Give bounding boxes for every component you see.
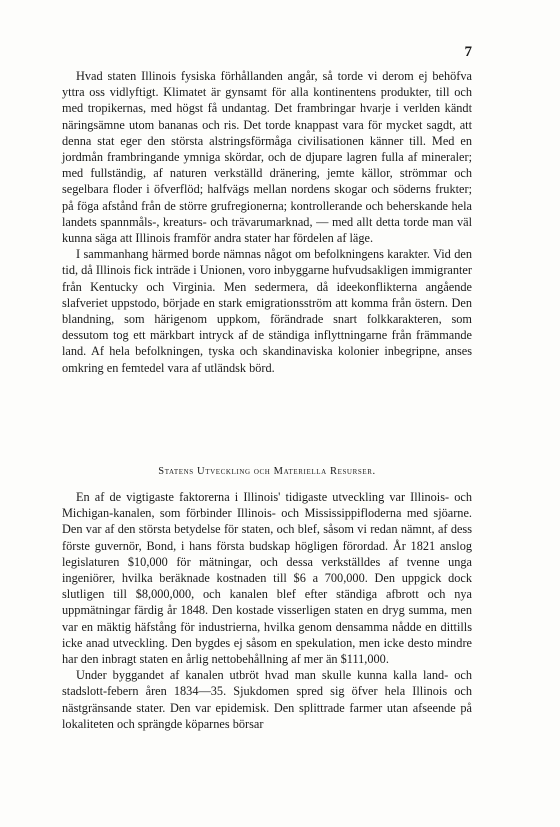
- page-number: 7: [464, 44, 472, 60]
- paragraph-physical-conditions: Hvad staten Illinois fysiska förhållanden angår, så torde vi derom ej behöfva yttra oss vidlyftigt. Klimatet är gynsamt för alla kontinentens produkter, till och med tropikernas, med högst få undantag. Det frambringar hvarje i verlden kändt näringsämne utom bananas och ris. Det torde knappast vara för mycket sagdt, att denna stat eger den största alstringsförmåga civilisationen känner till. Med en jordmån frambringande ymniga skördar, och de djupare lagren fulla af mineraler; med fullständig, af naturen verkställd dränering, jemte källor, strömmar och segelbara floder i öfverflöd; halfvägs mellan nordens skogar och söderns frukter; på föga afstånd från de större grufregionerna; kontrollerande och beherskande hela landets spannmåls-, kreaturs- och trävarumarknad, — med allt detta torde man väl kunna säga att Illinois framför andra stater har fördelen af läge.: [62, 69, 472, 246]
- body-text-upper: [62, 68, 472, 376]
- paragraph-population-character: I sammanhang härmed borde nämnas något om befolkningens karakter. Vid den tid, då Illinois fick inträde i Unionen, voro inbyggarne hufvudsakligen immigranter från Kentucky och Virginia. Men sedermera, då ideekonflikterna angående slafveriet uppstodo, började en stark emigrationsström att komma från östern. Den blandning, som härigenom uppkom, förändrade snart folkkarakteren, som dessutom tog ett märkbart intryck af de ständiga inflyttningarne från främmande land. Af hela befolkningen, tyska och skandinaviska kolonier inbegripne, anses omkring en femtedel vara af utländsk börd.: [62, 247, 472, 375]
- paragraph-canal: En af de vigtigaste faktorerna i Illinois' tidigaste utveckling var Illinois- och Michigan-kanalen, som förbinder Illinois- och Mississippifloderna med sjöarne. Den var af den största betydelse för staten, och blef, såsom vi redan nämnt, af dess förste guvernör, Bond, i hans första budskap högligen förordad. År 1821 anslog legislaturen $10,000 för mätningar, och dessa verkställdes af tvenne unga ingeniörer, hvilka beräknade kostnaden till $6 a 700,000. Den uppgick dock slutligen till $8,000,000, och kanalen blef efter ständiga afbrott och nya uppmätningar färdig år 1848. Den kostade visserligen staten en dryg summa, men var en mäktig häfstång för industrierna, hvilka genom densamma nådde en dittills icke anad utveckling. Den bygdes ej såsom en spekulation, men icke desto mindre har den inbragt staten en årlig nettobehållning af mer än $111,000.: [62, 490, 472, 667]
- paragraph-land-fever: Under byggandet af kanalen utbröt hvad man skulle kunna kalla land- och stadslott-febern åren 1834—35. Sjukdomen spred sig öfver hela Illinois och nästgränsande stater. Den var epidemisk. Den splittrade farmer utan afseende på lokaliteten och sprängde köparnes börsar: [62, 668, 472, 731]
- section-heading: Statens Utveckling och Materiella Resurser.: [158, 466, 376, 477]
- body-text-lower: [62, 489, 472, 732]
